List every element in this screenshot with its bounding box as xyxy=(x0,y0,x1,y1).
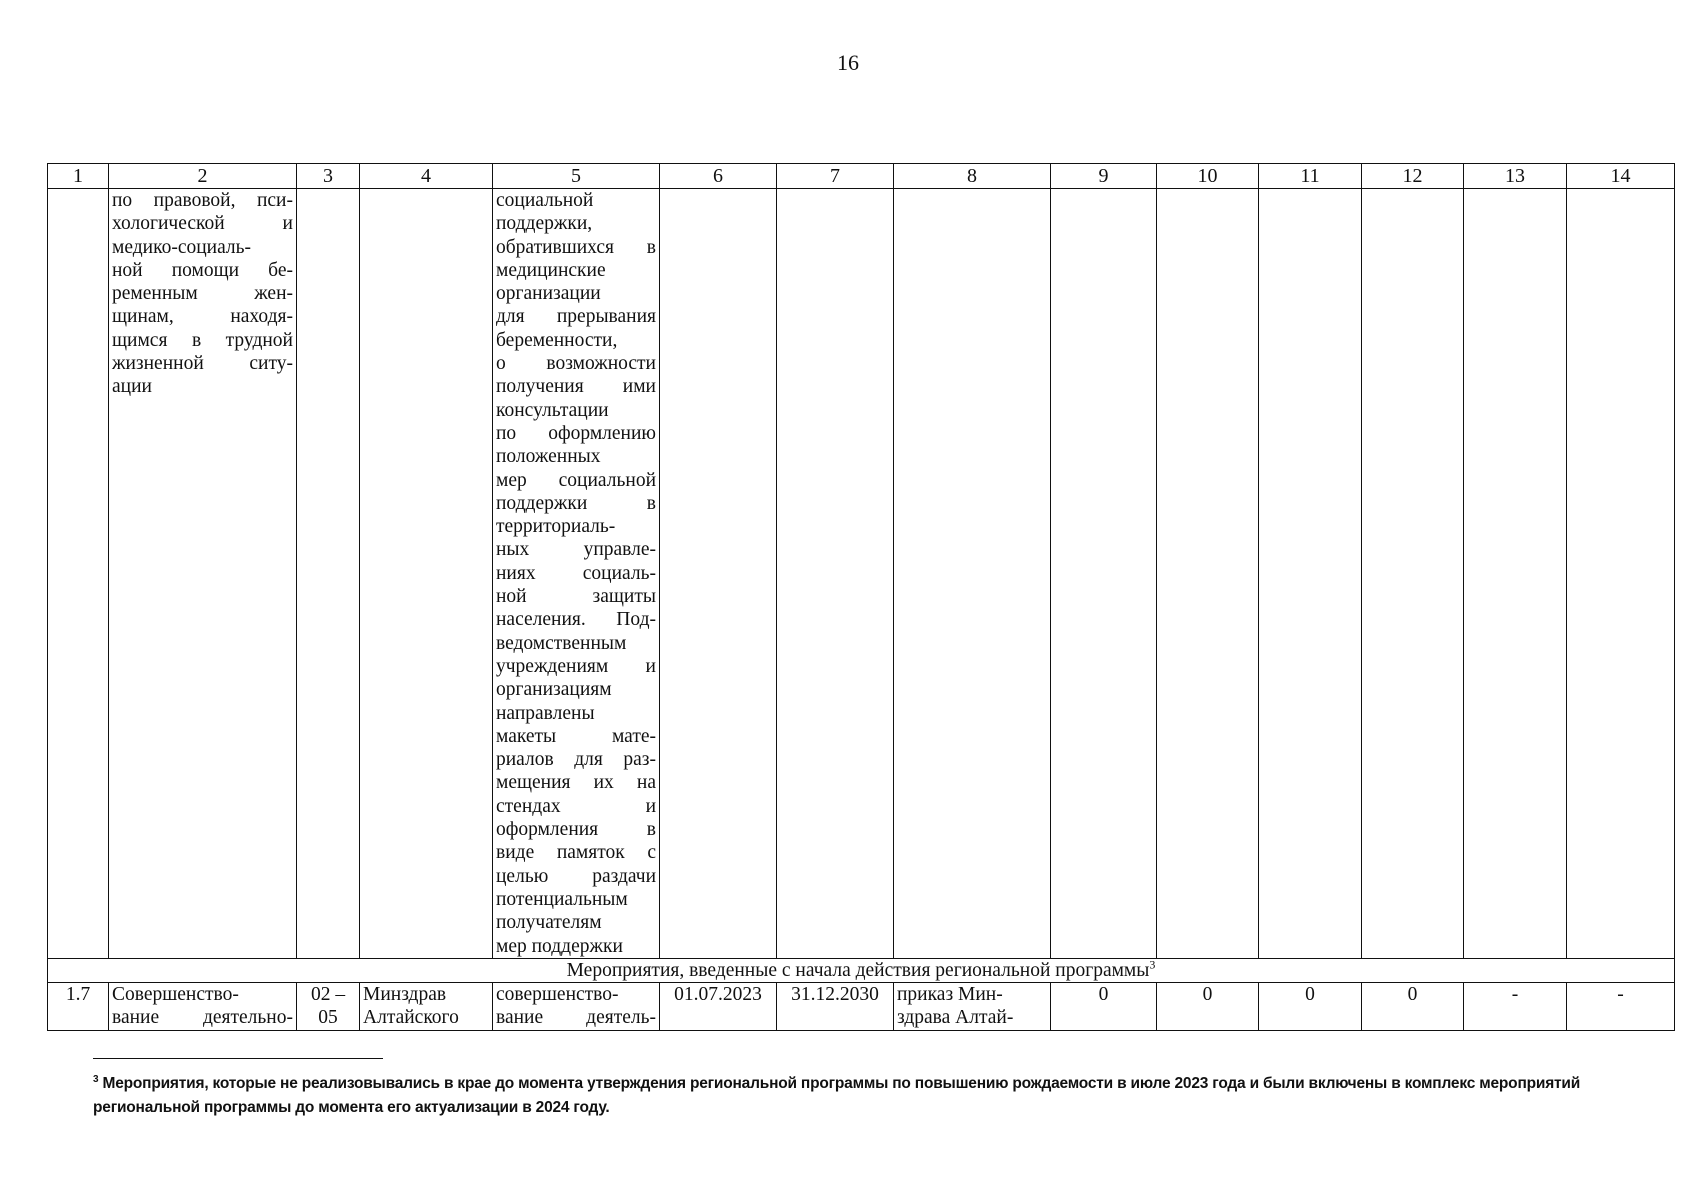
text-line: медицинские xyxy=(496,259,606,281)
page-number: 16 xyxy=(837,50,859,75)
header-cell: 14 xyxy=(1567,164,1675,189)
header-cell: 11 xyxy=(1259,164,1362,189)
text-line: о возможности xyxy=(496,353,656,375)
text-line: жизненной ситу- xyxy=(112,353,293,375)
text-line: здрава Алтай- xyxy=(897,1007,1014,1029)
header-cell: 3 xyxy=(297,164,360,189)
header-cell: 9 xyxy=(1051,164,1157,189)
cell-result-description xyxy=(493,189,660,959)
cell-col11 xyxy=(1259,189,1362,959)
text-line: макеты мате- xyxy=(496,725,656,747)
text-line: мер социальной xyxy=(496,469,656,491)
cell-col13-value: - xyxy=(1464,983,1567,1031)
text-line: для прерывания xyxy=(496,306,656,328)
text-line: Алтайского xyxy=(363,1007,459,1029)
cell-col12-value: 0 xyxy=(1362,983,1464,1031)
text-line: потенциальным xyxy=(496,888,628,910)
footnote-mark: 3 xyxy=(93,1073,99,1085)
text-line: виде памяток с xyxy=(496,842,656,864)
text-line: территориаль- xyxy=(496,516,616,538)
footnote-text: Мероприятия, которые не реализовывались в крае до момента утверждения региональной программы по повышению рождаемости в июле 2023 года и были включены в комплекс мероприятий региональной программы до момента его актуализации в 2024 году. xyxy=(93,1075,1581,1116)
text-line: положенных xyxy=(496,446,601,468)
cell-col9 xyxy=(1051,189,1157,959)
header-cell: 10 xyxy=(1157,164,1259,189)
section-row xyxy=(48,958,1675,982)
text-line: направлены xyxy=(496,702,595,724)
cell-col6 xyxy=(660,189,777,959)
text-line: оформления в xyxy=(496,819,656,841)
section-title xyxy=(48,958,1675,982)
cell-col12 xyxy=(1362,189,1464,959)
text-line: ведомственным xyxy=(496,632,627,654)
text-line: консультации xyxy=(496,399,609,421)
text-line: ниях социаль- xyxy=(496,562,656,584)
cell-col13 xyxy=(1464,189,1567,959)
cell-col4 xyxy=(360,189,493,959)
text-line: поддержки, xyxy=(496,213,593,235)
cell-result xyxy=(493,983,660,1031)
cell-start-date: 01.07.2023 xyxy=(660,983,777,1031)
text-line: беременности, xyxy=(496,329,618,351)
cell-col14 xyxy=(1567,189,1675,959)
cell-col1 xyxy=(48,189,109,959)
header-cell: 1 xyxy=(48,164,109,189)
cell-col10 xyxy=(1157,189,1259,959)
text-line: ной помощи бе- xyxy=(112,259,293,281)
cell-col8 xyxy=(894,189,1051,959)
cell-col7 xyxy=(777,189,894,959)
text-line: щимся в трудной xyxy=(112,329,293,351)
text-line: по правовой, пси- xyxy=(112,190,293,211)
text-line: мещения их на xyxy=(496,772,656,794)
text-line: ной защиты xyxy=(496,586,656,608)
header-cell: 5 xyxy=(493,164,660,189)
header-cell: 13 xyxy=(1464,164,1567,189)
footnote-separator xyxy=(93,1058,383,1059)
cell-code xyxy=(297,983,360,1031)
text-line: приказ Мин- xyxy=(897,984,1003,1006)
table-row xyxy=(48,983,1675,1031)
text-line: щинам, находя- xyxy=(112,306,293,328)
cell-col3 xyxy=(297,189,360,959)
text-line: поддержки в xyxy=(496,492,656,514)
text-line: населения. Под- xyxy=(496,609,656,631)
header-cell: 12 xyxy=(1362,164,1464,189)
text-line: вание деятель- xyxy=(496,1007,656,1029)
cell-col14-value: - xyxy=(1567,983,1675,1031)
text-line: 05 xyxy=(318,1007,338,1029)
text-line: стендах и xyxy=(496,795,656,817)
text-line: совершенство- xyxy=(496,984,619,1006)
cell-activity-name xyxy=(109,983,297,1031)
text-line: организации xyxy=(496,283,601,305)
header-row xyxy=(48,164,1675,189)
header-cell: 4 xyxy=(360,164,493,189)
header-cell: 2 xyxy=(109,164,297,189)
header-cell: 7 xyxy=(777,164,894,189)
text-line: по оформлению xyxy=(496,422,656,444)
text-line: социальной xyxy=(496,190,594,211)
text-line: вание деятельно- xyxy=(112,1007,293,1029)
cell-end-date: 31.12.2030 xyxy=(777,983,894,1031)
footnote xyxy=(93,1072,1583,1120)
text-line: получения ими xyxy=(496,376,656,398)
cell-document xyxy=(894,983,1051,1031)
activities-table xyxy=(47,163,1675,1031)
footnote-reference: 3 xyxy=(1149,957,1156,972)
text-line: Совершенство- xyxy=(112,984,239,1006)
row-number: 1.7 xyxy=(48,983,109,1031)
text-line: хологической и xyxy=(112,213,293,235)
text-line: целью раздачи xyxy=(496,865,656,887)
text-line: учреждениям и xyxy=(496,655,656,677)
text-line: риалов для раз- xyxy=(496,749,656,771)
text-line: 02 – xyxy=(310,984,346,1006)
text-line: Минздрав xyxy=(363,984,447,1006)
cell-col10-value: 0 xyxy=(1157,983,1259,1031)
text-line: ации xyxy=(112,376,152,398)
cell-col9-value: 0 xyxy=(1051,983,1157,1031)
text-line: ременным жен- xyxy=(112,283,293,305)
text-line: организациям xyxy=(496,679,612,701)
cell-activity-description xyxy=(109,189,297,959)
header-cell: 6 xyxy=(660,164,777,189)
section-title-text: Мероприятия, введенные с начала действия региональной программы xyxy=(566,959,1150,981)
cell-col11-value: 0 xyxy=(1259,983,1362,1031)
text-line: мер поддержки xyxy=(496,935,623,957)
text-line: обратившихся в xyxy=(496,236,656,258)
cell-responsible xyxy=(360,983,493,1031)
continued-row xyxy=(48,189,1675,959)
text-line: получателям xyxy=(496,912,602,934)
text-line: ных управле- xyxy=(496,539,656,561)
text-line: медико-социаль- xyxy=(112,236,252,258)
header-cell: 8 xyxy=(894,164,1051,189)
